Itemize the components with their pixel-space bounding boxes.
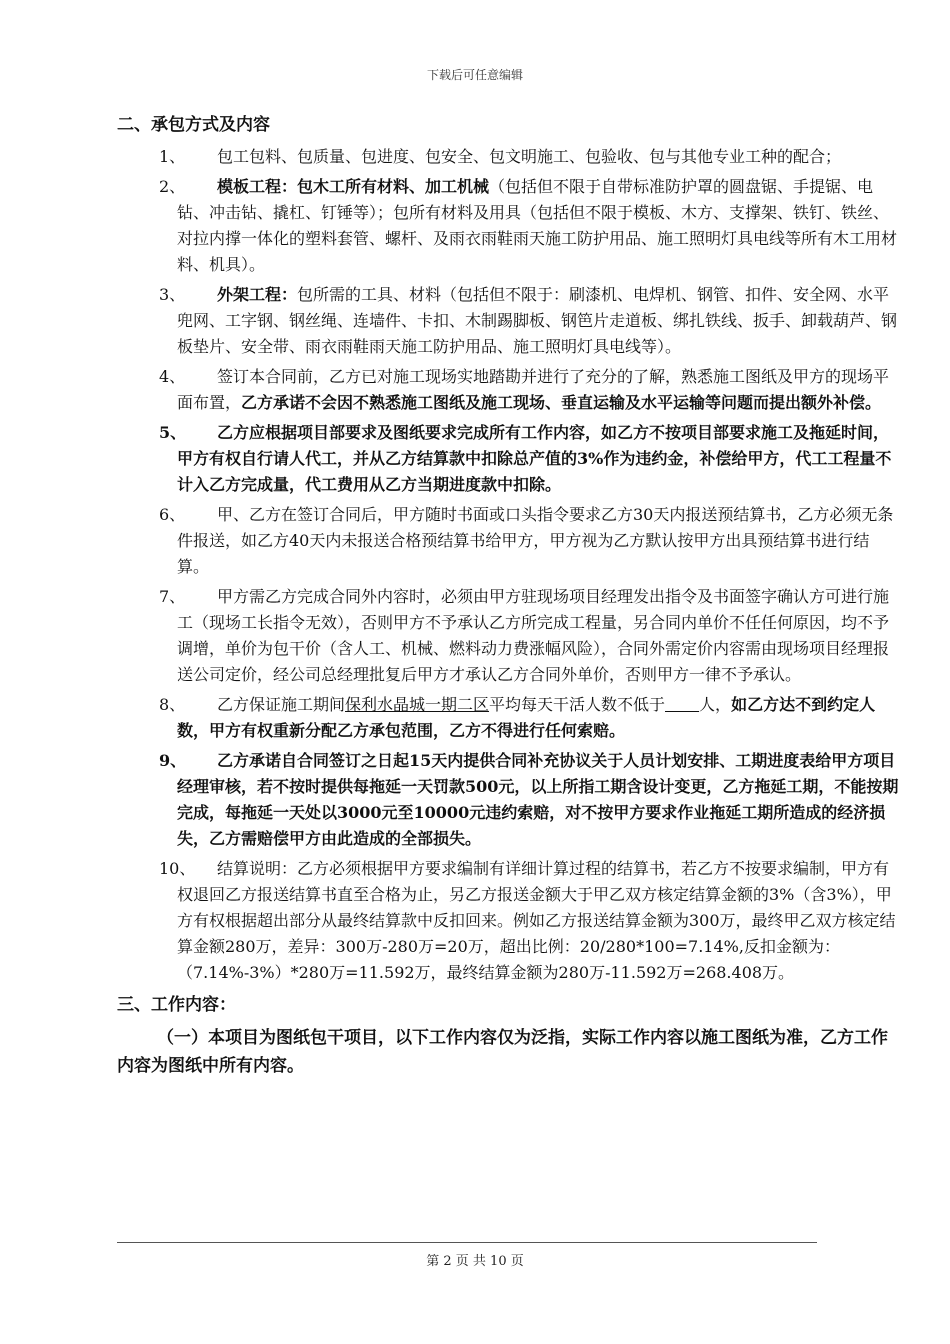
clause-number: 1、: [159, 147, 186, 166]
clause-3: [117, 282, 899, 360]
project-name-underlined: 保利水晶城一期二区: [345, 695, 490, 714]
page-number: 第 2 页 共 10 页: [426, 1254, 524, 1269]
clause-text: 包工包料、包质量、包进度、包安全、包文明施工、包验收、包与其他专业工种的配合；: [217, 147, 842, 166]
clause-text: 乙方承诺自合同签订之日起15天内提供合同补充协议关于人员计划安排、工期进度表给甲方项目经理审核，若不按时提供每拖延一天罚款500元，以上所指工期含设计变更，乙方拖延工期，不能按期完成，每拖延一天处以3000元至10000元违约索赔，对不按甲方要求作业拖延工期所造成的经济损失，乙方需赔偿甲方由此造成的全部损失。: [177, 751, 899, 848]
clause-text: 乙方应根据项目部要求及图纸要求完成所有工作内容，如乙方不按项目部要求施工及拖延时间，甲方有权自行请人代工，并从乙方结算款中扣除总产值的3%作为违约金，补偿给甲方，代工工程量不计入乙方完成量，代工费用从乙方当期进度款中扣除。: [177, 423, 892, 494]
clause-1: [117, 144, 899, 170]
clause-number: 6、: [159, 505, 186, 524]
clause-number: 10、: [159, 859, 196, 878]
clause-text: 签订本合同前，乙方已对施工现场实地踏勘并进行了充分的了解，熟悉施工图纸及甲方的现场平面布置，: [177, 367, 890, 412]
footer-divider: [117, 1242, 817, 1243]
clause-bold-lead: 模板工程：包木工所有材料、加工机械: [217, 177, 490, 196]
clause-10: [117, 856, 899, 986]
clause-number: 2、: [159, 177, 186, 196]
clause-text: 包所需的工具、材料（包括但不限于：刷漆机、电焊机、钢管、扣件、安全网、水平兜网、工字钢、钢丝绳、连墙件、卡扣、木制踢脚板、钢笆片走道板、绑扎铁线、扳手、卸载葫芦、钢板垫片、安全带、雨衣雨鞋雨天施工防护用品、施工照明灯具电线等）。: [177, 285, 898, 356]
section-2-heading: 二、承包方式及内容: [117, 115, 270, 135]
page-header-note: 下载后可任意编辑: [426, 68, 523, 82]
clause-bold-tail: 如乙方达不到约定人数，甲方有权重新分配乙方承包范围，乙方不得进行任何索赔。: [177, 695, 876, 740]
clause-text: 甲方需乙方完成合同外内容时，必须由甲方驻现场项目经理发出指令及书面签字确认方可进行施工（现场工长指令无效），否则甲方不予承认乙方所完成工程量，另合同内单价不任任何原因，均不予调增，单价为包干价（含人工、机械、燃料动力费涨幅风险），合同外需定价内容需由现场项目经理报送公司定价，经公司总经理批复后甲方才承认乙方合同外单价，否则甲方一律不予承认。: [177, 587, 890, 684]
clause-number: 5、: [159, 423, 187, 442]
clause-text: 平均每天干活人数不低于: [489, 695, 666, 714]
clause-text: 人，: [699, 695, 732, 714]
clause-text: 乙方保证施工期间: [217, 695, 346, 714]
clause-number: 9、: [159, 751, 187, 770]
clause-2: [117, 174, 899, 278]
clause-8: [117, 692, 899, 744]
section-3-paragraph: （一）本项目为图纸包干项目，以下工作内容仅为泛指，实际工作内容以施工图纸为准，乙方工作内容为图纸中所有内容。: [117, 1028, 888, 1076]
clause-7: [117, 584, 899, 688]
clause-text: （包括但不限于自带标准防护罩的圆盘锯、手提锯、电钻、冲击钻、撬杠、钉锤等）；包所有材料及用具（包括但不限于模板、木方、支撑架、铁钉、铁丝、对拉内撑一体化的塑料套管、螺杆、及雨衣雨鞋雨天施工防护用品、施工照明灯具电线等所有木工用材料、机具）。: [177, 177, 898, 274]
clause-9: [117, 748, 899, 852]
clause-text: 结算说明：乙方必须根据甲方要求编制有详细计算过程的结算书，若乙方不按要求编制，甲方有权退回乙方报送结算书直至合格为止，另乙方报送金额大于甲乙双方核定结算金额的3%（含3%），甲方有权根据超出部分从最终结算款中反扣回来。例如乙方报送结算金额为300万，最终甲乙双方核定结算金额280万，差异：300万-280万=20万，超出比例：20/280*100=7.14%,反扣金额为：（7.14%-3%）*280万=11.592万，最终结算金额为280万-11.592万=268.408万。: [177, 859, 896, 982]
clause-number: 4、: [159, 367, 186, 386]
clause-bold-lead: 外架工程：: [217, 285, 298, 304]
fill-in-blank: [665, 695, 699, 712]
clause-5: [117, 420, 899, 498]
section-3-heading: 三、工作内容：: [117, 995, 236, 1015]
clause-text: 甲、乙方在签订合同后，甲方随时书面或口头指令要求乙方30天内报送预结算书，乙方必须无条件报送，如乙方40天内未报送合格预结算书给甲方，甲方视为乙方默认按甲方出具预结算书进行结算。: [177, 505, 894, 576]
clause-number: 7、: [159, 587, 186, 606]
document-body: [117, 110, 899, 1080]
clause-number: 8、: [159, 695, 186, 714]
clause-bold-tail: 乙方承诺不会因不熟悉施工图纸及施工现场、垂直运输及水平运输等问题而提出额外补偿。: [241, 393, 882, 412]
clause-number: 3、: [159, 285, 186, 304]
clause-6: [117, 502, 899, 580]
clause-4: [117, 364, 899, 416]
